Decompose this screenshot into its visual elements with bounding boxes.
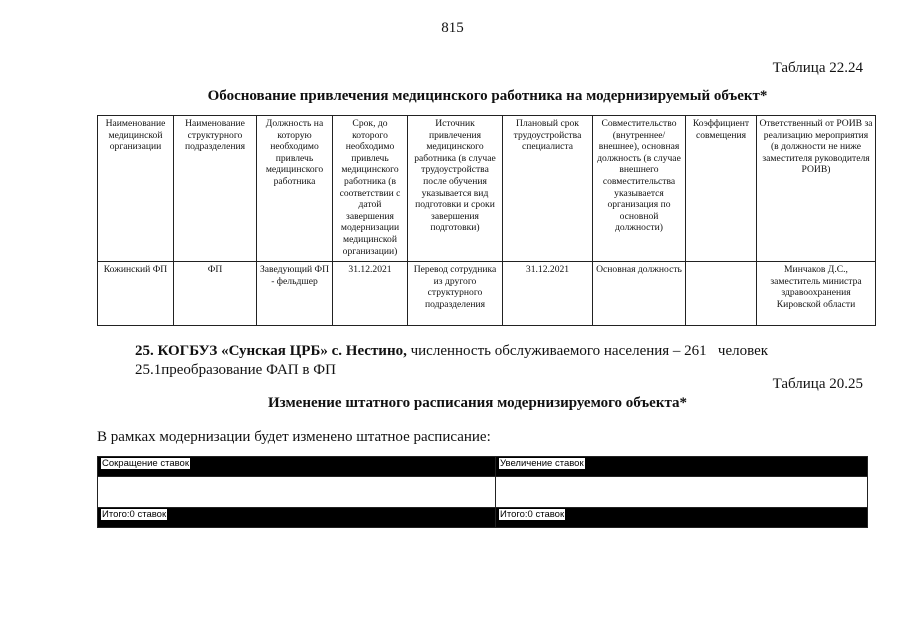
header-cell: Должность на которую необходимо привлечь медицинского работника [257, 116, 333, 262]
table-row [98, 262, 876, 326]
table-cell [686, 262, 757, 326]
justification-table [97, 115, 876, 326]
table-cell: Кожинский ФП [98, 262, 174, 326]
page-number: 815 [441, 20, 464, 36]
table-total-row [98, 508, 868, 528]
table-header-row [98, 116, 876, 262]
subsection-heading: 25.1преобразование ФАП в ФП [135, 362, 336, 378]
table-cell [496, 508, 868, 528]
intro-text: В рамках модернизации будет изменено штатное расписание: [97, 429, 491, 445]
header-cell: Совместительство (внутреннее/внешнее), основная должность (в случае внешнего совместительства указывается организация по основной должности) [593, 116, 686, 262]
header-cell: Ответственный от РОИВ за реализацию мероприятия (в должности не ниже заместителя руководителя РОИВ) [757, 116, 876, 262]
table-cell: 31.12.2021 [503, 262, 593, 326]
table-cell [98, 477, 496, 508]
table-header-row [98, 457, 868, 477]
increase-header: Увеличение ставок [500, 458, 584, 469]
increase-total: Итого:0 ставок [500, 509, 565, 520]
table-label: Таблица 22.24 [772, 60, 863, 76]
table-row [98, 477, 868, 508]
reduction-header: Сокращение ставок [102, 458, 189, 469]
section-heading-bold: 25. КОГБУЗ «Сунская ЦРБ» с. Нестино, [135, 343, 407, 359]
table-cell: 31.12.2021 [333, 262, 408, 326]
header-cell: Срок, до которого необходимо привлечь медицинского работника (в соответствии с датой завершения модернизации медицинской организации) [333, 116, 408, 262]
table-cell [496, 477, 868, 508]
table-cell: Перевод сотрудника из другого структурного подразделения [408, 262, 503, 326]
table-cell [98, 457, 496, 477]
header-cell: Источник привлечения медицинского работника (в случае трудоустройства после обучения указывается вид подготовки и сроки завершения подготовки) [408, 116, 503, 262]
header-cell: Наименование медицинской организации [98, 116, 174, 262]
table-cell: ФП [174, 262, 257, 326]
table-cell [496, 457, 868, 477]
section-heading [135, 343, 768, 360]
header-cell: Наименование структурного подразделения [174, 116, 257, 262]
table-title: Обоснование привлечения медицинского работника на модернизируемый объект* [207, 88, 768, 104]
staffing-change-table [97, 456, 868, 528]
table-cell: Заведующий ФП - фельдшер [257, 262, 333, 326]
header-cell: Плановый срок трудоустройства специалиста [503, 116, 593, 262]
table-cell [98, 508, 496, 528]
table-cell: Минчаков Д.С., заместитель министра здравоохранения Кировской области [757, 262, 876, 326]
section-heading-rest: численность обслуживаемого населения – 261 человек [406, 343, 769, 359]
table-title: Изменение штатного расписания модернизируемого объекта* [267, 395, 688, 411]
reduction-total: Итого:0 ставок [102, 509, 167, 520]
table-label: Таблица 20.25 [772, 376, 863, 392]
table-cell: Основная должность [593, 262, 686, 326]
header-cell: Коэффициент совмещения [686, 116, 757, 262]
